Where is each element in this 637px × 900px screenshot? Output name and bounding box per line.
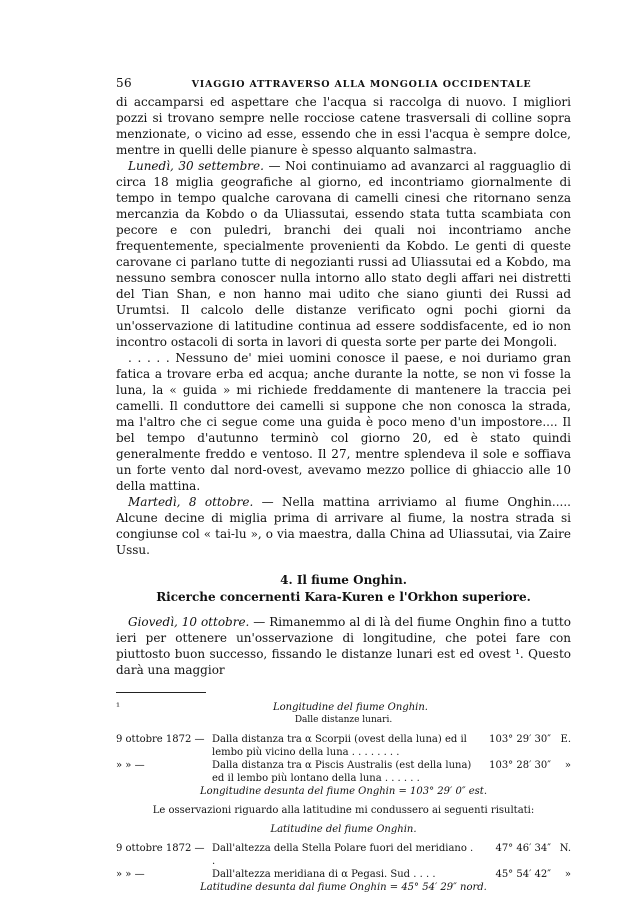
latitude-row — [116, 868, 571, 881]
latitude-row — [116, 842, 571, 868]
row-unit: N. — [559, 843, 571, 854]
row-date: 9 ottobre 1872 — — [116, 843, 205, 854]
body-text — [116, 94, 571, 678]
paragraph-1: di accamparsi ed aspettare che l'acqua si raccolga di nuovo. I migliori pozzi si trovano sempre nelle rocciose catene trasversali di colline sopra menzionate, o vicino ad esse, essendo che in essi l'acqua è sempre dolce, mentre in quelli delle pianure è spesso alquanto salmastra. — [116, 95, 571, 157]
latitude-title: Latitudine del fiume Onghin. — [270, 824, 417, 835]
footnote-marker: ¹ — [116, 702, 121, 713]
date-giovedi: Giovedì, 10 ottobre. — [128, 615, 250, 629]
running-title: VIAGGIO ATTRAVERSO ALLA MONGOLIA OCCIDENTALE — [191, 79, 532, 90]
row-value: 45° 54′ 42″ — [495, 869, 551, 880]
row-text: Dall'altezza della Stella Polare fuori del meridiano . . — [212, 843, 474, 867]
row-unit: » — [564, 869, 571, 880]
row-value: 103° 29′ 30″ — [489, 734, 551, 745]
paragraph-5 — [116, 614, 571, 678]
row-date: 9 ottobre 1872 — — [116, 734, 205, 745]
footnote — [116, 701, 571, 894]
page-number: 56 — [116, 76, 133, 90]
date-martedi: Martedì, 8 ottobre. — [128, 495, 254, 509]
longitude-result: Longitudine desunta del fiume Onghin = 103° 29′ 0″ est. — [200, 786, 487, 797]
paragraph-3: . . . . . Nessuno de' miei uomini conosce il paese, e noi duriamo gran fatica a trovare erba ed acqua; anche durante la notte, se non vi fosse la luna, la « guida » mi richiede freddamente di mantenere la traccia pei camelli. Il conduttore dei camelli si suppone che non conosca la strada, ma l'altro che ci segue come una guida è poco meno d'un impostore.... Il bel tempo d'autunno terminò col giorno 20, ed è stato quindi generalmente freddo e ventoso. Il 27, mentre splendeva il sole e soffiava un forte vento dal nord-ovest, avevamo mezzo pollice di ghiaccio alle 10 della mattina. — [116, 351, 571, 493]
row-date: » » — — [116, 869, 145, 880]
latitude-intro: Le osservazioni riguardo alla latitudine mi condussero ai seguenti risultati: — [152, 805, 535, 816]
page — [116, 76, 571, 894]
longitude-title: Longitudine del fiume Onghin. — [273, 702, 428, 713]
row-unit: » — [564, 760, 571, 771]
paragraph-5-text: — Rimanemmo al di là del fiume Onghin fino a tutto ieri per ottenere un'osservazione di longitudine, che potei fare con piuttosto buon successo, fissando le distanze lunari est ed ovest ¹. Questo darà una maggior — [116, 615, 571, 677]
paragraph-4-text: — Nella mattina arriviamo al fiume Onghin..... Alcune decine di miglia prima di arrivare al fiume, la nostra strada si congiunse col « tai-lu », o via maestra, dalla China ad Uliassutai, via Zaire Ussu. — [116, 495, 571, 557]
date-lunedi: Lunedì, 30 settembre. — [128, 159, 264, 173]
row-value: 103° 28′ 30″ — [489, 760, 551, 771]
longitude-row — [116, 733, 571, 759]
section-subtitle: Ricerche concernenti Kara-Kuren e l'Orkhon superiore. — [156, 590, 531, 604]
paragraph-2 — [116, 158, 571, 350]
row-value: 47° 46′ 34″ — [495, 843, 551, 854]
row-text: Dalla distanza tra α Scorpii (ovest della luna) ed il lembo più vicino della luna . . . . . . . . — [212, 734, 467, 758]
row-date: » » — — [116, 760, 145, 771]
row-unit: E. — [560, 734, 571, 745]
longitude-subtitle: Dalle distanze lunari. — [294, 715, 393, 725]
paragraph-4 — [116, 494, 571, 558]
row-text: Dalla distanza tra α Piscis Australis (est della luna) ed il lembo più lontano della luna . . . . . . — [212, 760, 472, 784]
footnote-rule — [116, 692, 206, 693]
page-header — [116, 76, 571, 90]
footnote-heading — [116, 701, 571, 714]
latitude-result: Latitudine desunta dal fiume Onghin = 45° 54′ 29″ nord. — [200, 882, 487, 893]
paragraph-2-text: — Noi continuiamo ad avanzarci al ragguaglio di circa 18 miglia geografiche al giorno, ed incontriamo giornalmente di tempo in tempo qualche carovana di camelli cinesi che ritornano senza mercanzia da Kobdo o da Uliassutai, essendo stata tutta scambiata con pecore e con puledri, branchi dei quali noi incontriamo anche frequentemente, specialmente provenienti da Kobdo. Le genti di queste carovane ci parlano tutte di negozianti russi ad Uliassutai ed a Kobdo, ma nessuno sembra conoscer nulla intorno allo stato degli affari nei distretti del Tian Shan, e non hanno mai udito che siano giunti dei Russi ad Urumtsi. Il calcolo delle distanze verificato ogni pochi giorni da un'osservazione di latitudine continua ad essere soddisfacente, ed io non incontro ostacoli di sorta in lavori di questa sorte per parte dei Mongoli. — [116, 159, 572, 349]
longitude-row — [116, 759, 571, 785]
row-text: Dall'altezza meridiana di α Pegasi. Sud . . . . — [212, 869, 436, 880]
section-title: 4. Il fiume Onghin. — [280, 573, 407, 587]
